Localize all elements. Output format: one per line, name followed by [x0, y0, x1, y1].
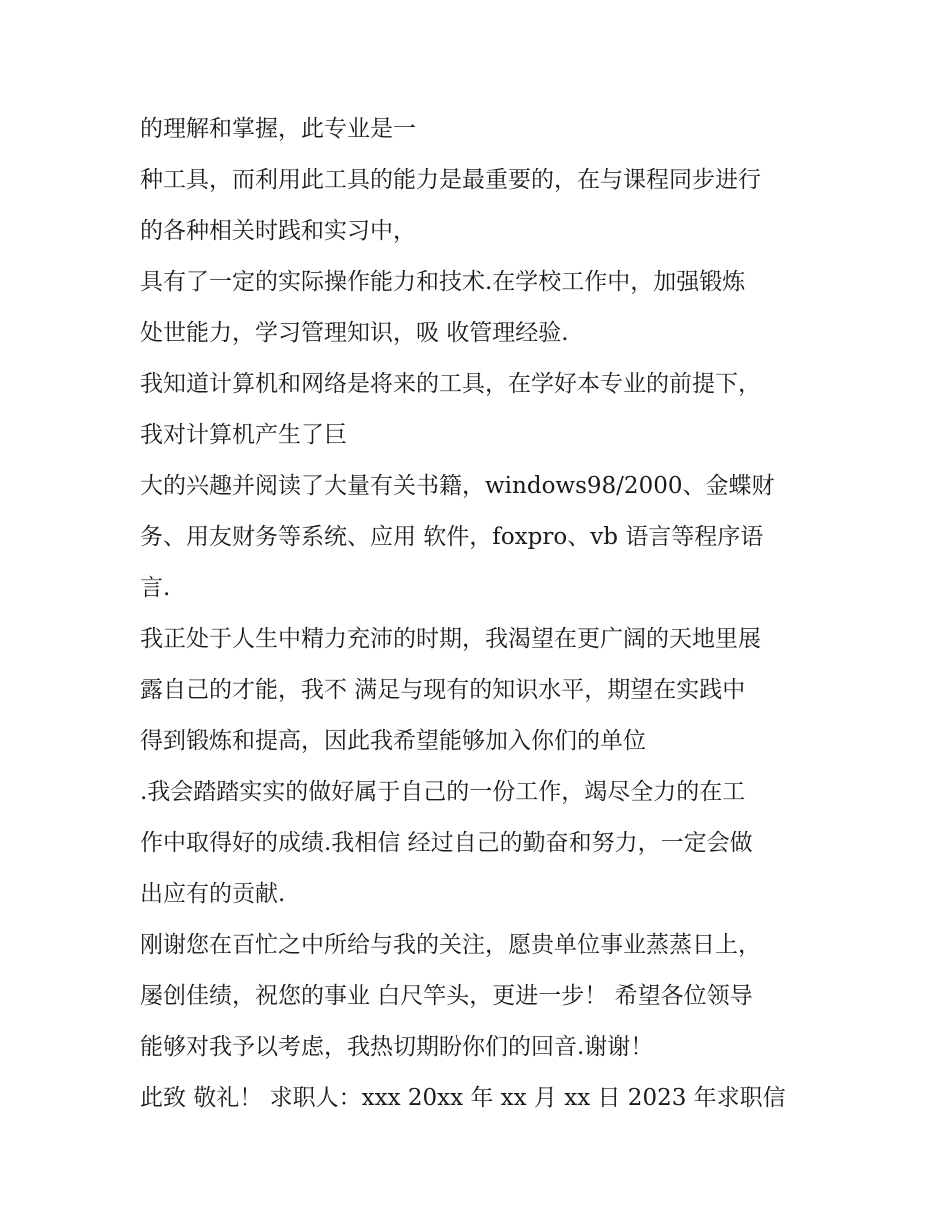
text-line: 刚谢您在百忙之中所给与我的关注，愿贵单位事业蒸蒸日上， [140, 932, 761, 958]
text-line: 我正处于人生中精力充沛的时期，我渴望在更广阔的天地里展 [140, 626, 761, 652]
text-line: 能够对我予以考虑，我热切期盼你们的回音.谢谢！ [140, 1034, 654, 1060]
text-line: 屡创佳绩，祝您的事业 白尺竿头，更进一步！ 希望各位领导 [140, 983, 753, 1009]
text-line: 具有了一定的实际操作能力和技术.在学校工作中，加强锻炼 [140, 269, 746, 295]
text-line: 露自己的才能，我不 满足与现有的知识水平，期望在实践中 [140, 677, 746, 703]
text-line: 作中取得好的成绩.我相信 经过自己的勤奋和努力，一定会做 [140, 830, 753, 856]
text-line: 我知道计算机和网络是将来的工具，在学好本专业的前提下， [140, 371, 761, 397]
text-line: 得到锻炼和提高，因此我希望能够加入你们的单位 [140, 728, 646, 754]
text-line: 务、用友财务等系统、应用 软件，foxpro、vb 语言等程序语 [140, 524, 764, 550]
text-line: .我会踏踏实实的做好属于自己的一份工作，竭尽全力的在工 [140, 779, 746, 805]
closing-line: 此致 敬礼！ 求职人：xxx 20xx 年 xx 月 xx 日 2023 年求职信 [140, 1085, 786, 1111]
text-line: 种工具，而利用此工具的能力是最重要的，在与课程同步进行 [140, 167, 761, 193]
text-line: 言. [140, 575, 171, 601]
text-line: 我对计算机产生了巨 [140, 422, 347, 448]
text-line: 的理解和掌握，此专业是一 [140, 116, 416, 142]
text-line: 大的兴趣并阅读了大量有关书籍，windows98/2000、金蝶财 [140, 473, 775, 499]
text-line: 处世能力，学习管理知识，吸 收管理经验. [140, 320, 569, 346]
text-line: 出应有的贡献. [140, 881, 286, 907]
document-body [140, 104, 820, 1124]
text-line: 的各种相关时践和实习中， [140, 218, 416, 244]
